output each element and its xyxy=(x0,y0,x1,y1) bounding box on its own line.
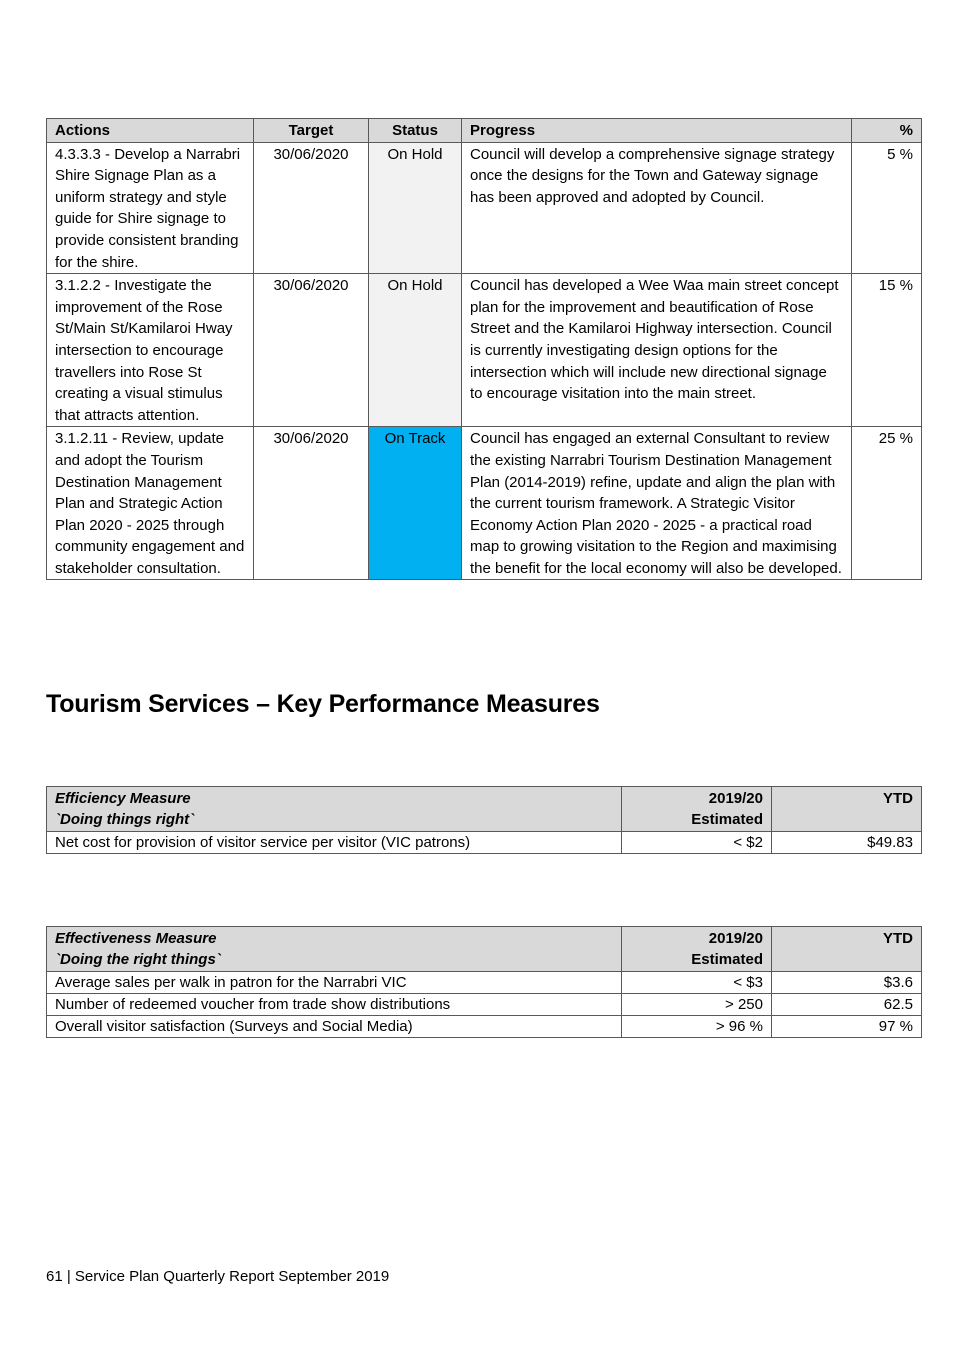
effectiveness-title: Effectiveness Measure xyxy=(55,930,217,947)
estimated-cell: < $3 xyxy=(622,972,772,994)
efficiency-header-row xyxy=(47,787,922,832)
target-cell: 30/06/2020 xyxy=(254,274,369,427)
ytd-cell: $3.6 xyxy=(772,972,922,994)
estimated-header xyxy=(622,927,772,972)
percent-cell: 25 % xyxy=(852,427,922,580)
col-header-actions: Actions xyxy=(47,119,254,143)
measure-cell: Average sales per walk in patron for the Narrabri VIC xyxy=(47,972,622,994)
status-cell: On Hold xyxy=(369,142,462,274)
estimated-cell: > 250 xyxy=(622,994,772,1016)
target-cell: 30/06/2020 xyxy=(254,427,369,580)
estimated-header-label: Estimated xyxy=(691,811,763,828)
efficiency-subtitle: `Doing things right` xyxy=(55,811,195,828)
effectiveness-header xyxy=(47,927,622,972)
table-row xyxy=(47,274,922,427)
section-heading: Tourism Services – Key Performance Measures xyxy=(46,690,600,718)
status-cell: On Hold xyxy=(369,274,462,427)
measure-cell: Net cost for provision of visitor service per visitor (VIC patrons) xyxy=(47,832,622,854)
ytd-cell: 97 % xyxy=(772,1016,922,1038)
ytd-header: YTD xyxy=(772,787,922,832)
ytd-cell: 62.5 xyxy=(772,994,922,1016)
efficiency-header xyxy=(47,787,622,832)
status-cell: On Track xyxy=(369,427,462,580)
action-cell: 3.1.2.2 - Investigate the improvement of the Rose St/Main St/Kamilaroi Hway intersection to encourage travellers into Rose St creating a visual stimulus that attracts attention. xyxy=(47,274,254,427)
progress-cell: Council has developed a Wee Waa main street concept plan for the improvement and beautification of Rose Street and the Kamilaroi Highway intersection. Council is currently investigating design options for the intersection which will include new directional signage to encourage visitation into the main street. xyxy=(462,274,852,427)
measure-cell: Number of redeemed voucher from trade show distributions xyxy=(47,994,622,1016)
effectiveness-subtitle: `Doing the right things` xyxy=(55,951,221,968)
progress-cell: Council will develop a comprehensive signage strategy once the designs for the Town and Gateway signage has been approved and adopted by Council. xyxy=(462,142,852,274)
progress-cell: Council has engaged an external Consultant to review the existing Narrabri Tourism Destination Management Plan (2014-2019) refine, update and align the plan with the current tourism framework. A Strategic Visitor Economy Action Plan 2020 - 2025 - a practical road map to growing visitation to the Region and maximising the benefit for the local economy will also be developed. xyxy=(462,427,852,580)
table-row xyxy=(47,1016,922,1038)
action-cell: 3.1.2.11 - Review, update and adopt the Tourism Destination Management Plan and Strategic Action Plan 2020 - 2025 through community engagement and stakeholder consultation. xyxy=(47,427,254,580)
estimated-header-label: Estimated xyxy=(691,951,763,968)
ytd-header: YTD xyxy=(772,927,922,972)
effectiveness-header-row xyxy=(47,927,922,972)
col-header-target: Target xyxy=(254,119,369,143)
estimated-header-year: 2019/20 xyxy=(708,790,763,807)
percent-cell: 15 % xyxy=(852,274,922,427)
table-row xyxy=(47,994,922,1016)
efficiency-measure-table xyxy=(46,786,922,854)
table-row xyxy=(47,972,922,994)
table-row xyxy=(47,142,922,274)
measure-cell: Overall visitor satisfaction (Surveys and Social Media) xyxy=(47,1016,622,1038)
estimated-cell: < $2 xyxy=(622,832,772,854)
estimated-header-year: 2019/20 xyxy=(708,930,763,947)
table-row xyxy=(47,832,922,854)
estimated-cell: > 96 % xyxy=(622,1016,772,1038)
page-footer: 61 | Service Plan Quarterly Report September 2019 xyxy=(46,1268,390,1285)
col-header-progress: Progress xyxy=(462,119,852,143)
ytd-cell: $49.83 xyxy=(772,832,922,854)
effectiveness-measure-table xyxy=(46,926,922,1038)
percent-cell: 5 % xyxy=(852,142,922,274)
actions-header-row xyxy=(47,119,922,143)
col-header-percent: % xyxy=(852,119,922,143)
actions-table xyxy=(46,118,922,580)
target-cell: 30/06/2020 xyxy=(254,142,369,274)
col-header-status: Status xyxy=(369,119,462,143)
action-cell: 4.3.3.3 - Develop a Narrabri Shire Signage Plan as a uniform strategy and style guide for Shire signage to provide consistent branding for the shire. xyxy=(47,142,254,274)
table-row xyxy=(47,427,922,580)
efficiency-title: Efficiency Measure xyxy=(55,790,191,807)
estimated-header xyxy=(622,787,772,832)
